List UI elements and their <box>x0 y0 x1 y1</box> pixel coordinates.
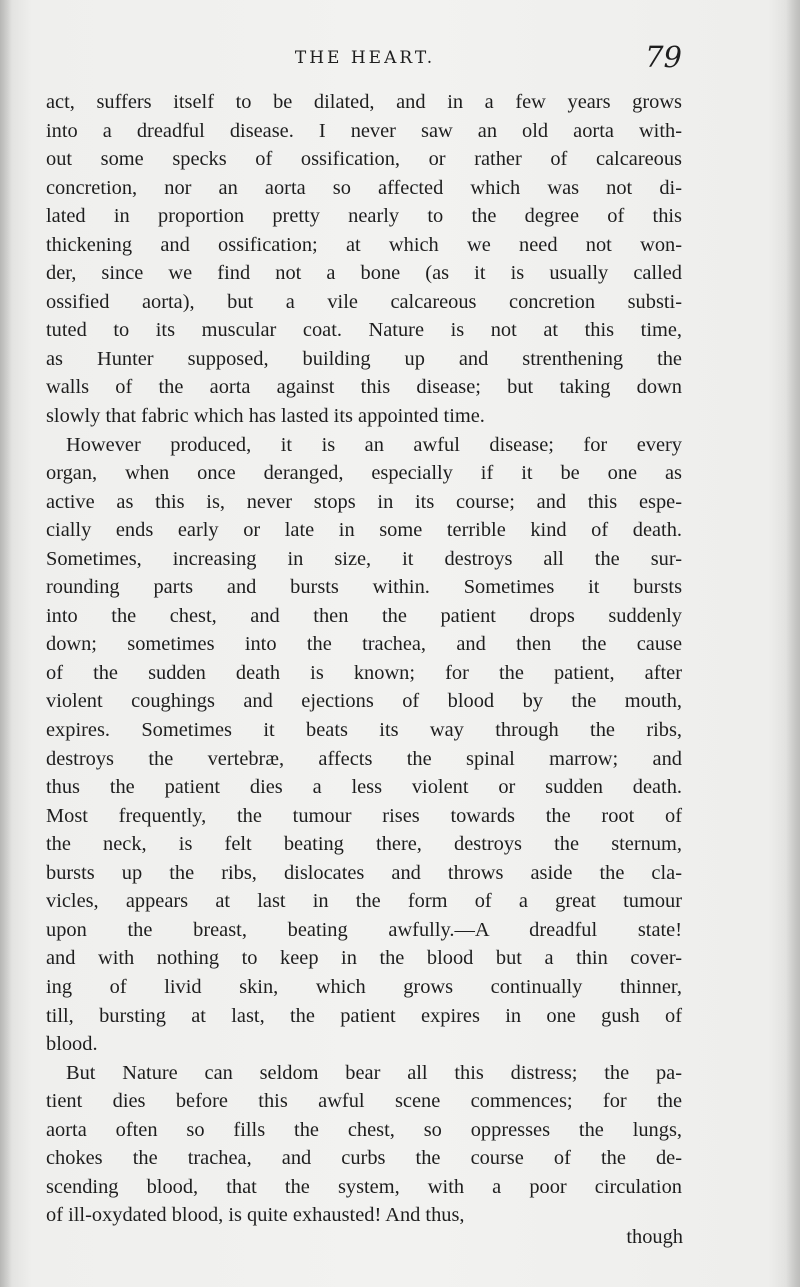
text-line: tuted to its muscular coat. Nature is not at this time, <box>46 319 682 342</box>
text-line: slowly that fabric which has lasted its appointed time. <box>46 405 485 428</box>
text-line: der, since we find not a bone (as it is usually called <box>46 262 682 285</box>
right-page-shadow <box>786 0 800 1287</box>
text-line: scending blood, that the system, with a poor circulation <box>46 1175 682 1198</box>
left-page-shadow <box>0 0 12 1287</box>
text-line: rounding parts and bursts within. Sometimes it bursts <box>46 576 682 599</box>
text-line: and with nothing to keep in the blood but a thin cover- <box>46 947 682 970</box>
text-line: into a dreadful disease. I never saw an old aorta with- <box>46 119 682 142</box>
running-head <box>0 40 800 78</box>
text-line: active as this is, never stops in its course; and this espe- <box>46 490 682 513</box>
text-line: aorta often so fills the chest, so oppresses the lungs, <box>46 1118 682 1141</box>
text-line: of ill-oxydated blood, is quite exhausted! And thus, <box>46 1204 465 1227</box>
text-line: destroys the vertebræ, affects the spinal marrow; and <box>46 747 682 770</box>
text-line: blood. <box>46 1033 98 1056</box>
text-line: concretion, nor an aorta so affected which was not di- <box>46 176 682 199</box>
paragraph <box>46 431 682 1059</box>
text-line: lated in proportion pretty nearly to the degree of this <box>46 205 682 228</box>
text-line: chokes the trachea, and curbs the course of the de- <box>46 1147 682 1170</box>
text-line: the neck, is felt beating there, destroys the sternum, <box>46 833 682 856</box>
text-line: organ, when once deranged, especially if it be one as <box>46 462 682 485</box>
text-line: vicles, appears at last in the form of a great tumour <box>46 890 682 913</box>
text-line: out some specks of ossification, or rather of calcareous <box>46 148 682 171</box>
text-line: violent coughings and ejections of blood by the mouth, <box>46 690 682 713</box>
text-line: However produced, it is an awful disease; for every <box>66 433 682 456</box>
text-line: ing of livid skin, which grows continually thinner, <box>46 975 682 998</box>
catchword: though <box>626 1226 683 1248</box>
text-line: thickening and ossification; at which we need not won- <box>46 233 682 256</box>
running-title: THE HEART. <box>294 48 436 68</box>
text-line: till, bursting at last, the patient expires in one gush of <box>46 1004 682 1027</box>
text-line: expires. Sometimes it beats its way through the ribs, <box>46 719 682 742</box>
text-line: act, suffers itself to be dilated, and in a few years grows <box>46 91 682 113</box>
text-line: But Nature can seldom bear all this distress; the pa- <box>66 1061 682 1084</box>
text-line: down; sometimes into the trachea, and then the cause <box>46 633 682 656</box>
text-line: as Hunter supposed, building up and strenthening the <box>46 347 682 370</box>
text-line: walls of the aorta against this disease; but taking down <box>46 376 682 399</box>
text-line: Most frequently, the tumour rises towards the root of <box>46 804 682 827</box>
text-line: thus the patient dies a less violent or sudden death. <box>46 776 682 799</box>
text-line: tient dies before this awful scene commences; for the <box>46 1090 682 1113</box>
paragraph <box>46 88 682 431</box>
page-number: 79 <box>645 40 682 74</box>
text-line: bursts up the ribs, dislocates and throws aside the cla- <box>46 861 682 884</box>
paragraph <box>46 1059 682 1230</box>
text-line: cially ends early or late in some terrible kind of death. <box>46 519 682 542</box>
text-line: into the chest, and then the patient drops suddenly <box>46 604 682 627</box>
text-line: of the sudden death is known; for the patient, after <box>46 661 682 684</box>
text-line: Sometimes, increasing in size, it destroys all the sur- <box>46 547 682 570</box>
text-line: upon the breast, beating awfully.—A dreadful state! <box>46 918 682 941</box>
text-line: ossified aorta), but a vile calcareous concretion substi- <box>46 290 682 313</box>
body-text <box>46 88 682 1230</box>
